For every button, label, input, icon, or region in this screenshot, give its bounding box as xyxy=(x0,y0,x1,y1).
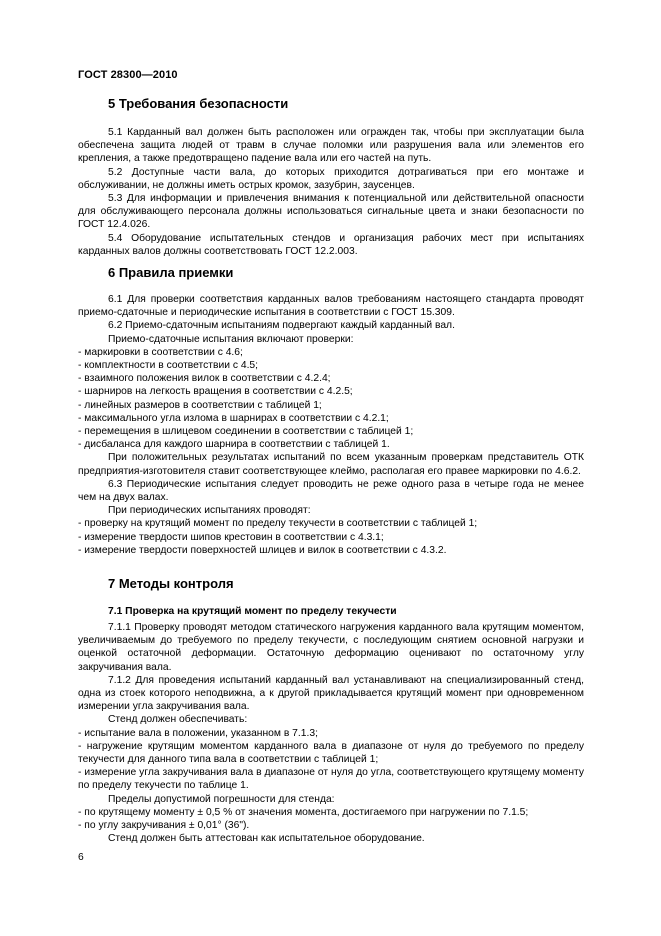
list-item: - линейных размеров в соответствии с таблицей 1; xyxy=(78,399,322,411)
section-5-body xyxy=(78,126,584,258)
paragraph-tolerance-intro: Пределы допустимой погрешности для стенда: xyxy=(108,793,335,805)
paragraph-stand-intro: Стенд должен обеспечивать: xyxy=(108,714,248,726)
section-6-body xyxy=(78,293,584,557)
paragraph-5-3: 5.3 Для информации и привлечения внимания к потенциальной или действительной опасности для обслуживающего персонала должны использоваться сигнальные цвета и знаки безопасности по ГОСТ 12.4.026. xyxy=(78,193,584,231)
list-item: - по крутящему моменту ± 0,5 % от значения момента, достигаемого при нагружении по 7.1.5; xyxy=(78,806,529,818)
page-number: 6 xyxy=(78,852,84,863)
paragraph-5-4: 5.4 Оборудование испытательных стендов и организация рабочих мест при испытаниях карданных валов должны соответствовать ГОСТ 12.2.003. xyxy=(78,232,584,257)
list-item: - измерение угла закручивания вала в диапазоне от нуля до угла, соответствующего крутящему моменту по пределу текучести по таблице 1. xyxy=(78,767,584,792)
list-item: - комплектности в соответствии с 4.5; xyxy=(78,360,259,372)
list-item: - проверку на крутящий момент по пределу текучести в соответствии с таблицей 1; xyxy=(78,518,478,530)
subsection-7-1-title: 7.1 Проверка на крутящий момент по пределу текучести xyxy=(108,606,397,617)
paragraph-7-1-1: 7.1.1 Проверку проводят методом статического нагружения карданного вала крутящим моментом, увеличиваемым до требуемого по пределу текучести, с последующим снятием основной нагрузки и оценкой остаточной деформации. Остаточную деформацию оценивают по остаточному углу закручивания вала. xyxy=(78,622,584,673)
list-item: - испытание вала в положении, указанном в 7.1.3; xyxy=(78,727,318,739)
list-item: - измерение твердости шипов крестовин в соответствии с 4.3.1; xyxy=(78,531,384,543)
paragraph-6-3-intro: При периодических испытаниях проводят: xyxy=(108,505,311,517)
section-6-title: 6 Правила приемки xyxy=(108,265,234,280)
paragraph-6-3: 6.3 Периодические испытания следует проводить не реже одного раза в четыре года не менее чем на двух валах. xyxy=(78,478,584,504)
list-item: - максимального угла излома в шарнирах в соответствии с 4.2.1; xyxy=(78,412,389,424)
list-item: - нагружение крутящим моментом карданного вала в диапазоне от нуля до требуемого по пределу текучести для данного типа вала в соответствии с таблицей 1; xyxy=(78,740,584,766)
list-item: - маркировки в соответствии с 4.6; xyxy=(78,346,243,358)
list-item: - перемещения в шлицевом соединении в соответствии с таблицей 1; xyxy=(78,426,414,438)
page-header-standard: ГОСТ 28300—2010 xyxy=(78,69,178,81)
paragraph-7-1-2: 7.1.2 Для проведения испытаний карданный вал устанавливают на специализированный стенд, одна из стоек которого неподвижна, а к другой прикладывается крутящий момент при одновременном измерении угла закручивания вала. xyxy=(78,674,584,713)
section-7-body xyxy=(78,621,584,845)
paragraph-6-1: 6.1 Для проверки соответствия карданных валов требованиям настоящего стандарта проводят приемо-сдаточные и периодические испытания в соответствии с ГОСТ 15.309. xyxy=(78,294,584,319)
paragraph-6-2-result: При положительных результатах испытаний по всем указанным проверкам представитель ОТК предприятия-изготовителя ставит соответствующее клеймо, располагая его правее маркировки по 4.6.2. xyxy=(78,452,584,477)
section-5-title: 5 Требования безопасности xyxy=(108,96,289,111)
paragraph-5-1: 5.1 Карданный вал должен быть расположен или огражден так, чтобы при эксплуатации была обеспечена защита людей от травм в случае поломки или разрушения вала или элементов его крепления, а также предотвращено падение вала или его частей на путь. xyxy=(78,127,584,165)
paragraph-6-2: 6.2 Приемо-сдаточным испытаниям подвергают каждый карданный вал. xyxy=(108,320,455,332)
section-7-title: 7 Методы контроля xyxy=(108,576,234,591)
list-item: - измерение твердости поверхностей шлицев и вилок в соответствии с 4.3.2. xyxy=(78,544,447,556)
paragraph-certification: Стенд должен быть аттестован как испытательное оборудование. xyxy=(108,833,425,845)
paragraph-5-2: 5.2 Доступные части вала, до которых приходится дотрагиваться при его монтаже и обслуживании, не должны иметь острых кромок, зазубрин, заусенцев. xyxy=(78,166,584,191)
paragraph-6-2-intro: Приемо-сдаточные испытания включают проверки: xyxy=(108,333,354,345)
list-item: - дисбаланса для каждого шарнира в соответствии с таблицей 1. xyxy=(78,439,390,451)
list-item: - взаимного положения вилок в соответствии с 4.2.4; xyxy=(78,373,331,385)
list-item: - шарниров на легкость вращения в соответствии с 4.2.5; xyxy=(78,386,353,398)
list-item: - по углу закручивания ± 0,01° (36"). xyxy=(78,820,250,832)
